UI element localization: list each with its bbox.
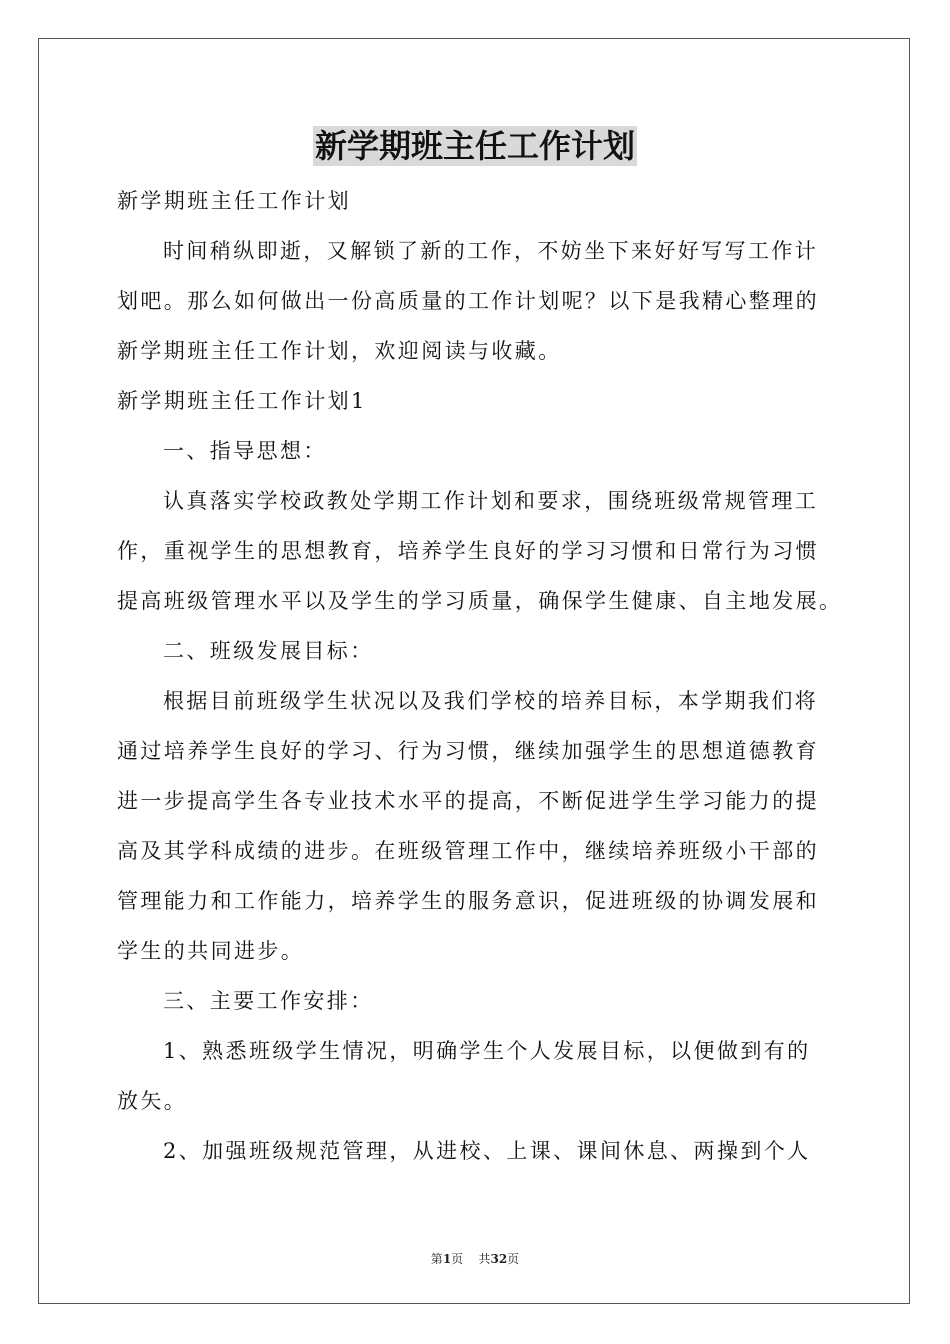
total-pages-number: 32 [490,1252,508,1266]
body-line: 作，重视学生的思想教育，培养学生良好的学习习惯和日常行为习惯 [117,539,819,563]
body-line: 划吧。那么如何做出一份高质量的工作计划呢？以下是我精心整理的 [117,289,819,313]
page-footer [0,1250,950,1267]
body-line: 通过培养学生良好的学习、行为习惯，继续加强学生的思想道德教育 [117,739,819,763]
body-line: 放矢。 [117,1089,188,1113]
body-line: 新学期班主任工作计划，欢迎阅读与收藏。 [117,339,562,363]
body-line: 根据目前班级学生状况以及我们学校的培养目标，本学期我们将 [163,689,819,713]
body-line: 认真落实学校政教处学期工作计划和要求，围绕班级常规管理工 [163,489,819,513]
body-line: 高及其学科成绩的进步。在班级管理工作中，继续培养班级小干部的 [117,839,819,863]
body-line: 2、加强班级规范管理，从进校、上课、课间休息、两操到个人 [163,1139,811,1163]
section-heading: 二、班级发展目标： [163,639,374,663]
section-heading: 新学期班主任工作计划1 [117,389,367,413]
body-line: 时间稍纵即逝，又解锁了新的工作，不妨坐下来好好写写工作计 [163,239,819,263]
footer-prefix: 第 [430,1252,443,1266]
footer-total-prefix: 共 [478,1252,491,1266]
body-line: 提高班级管理水平以及学生的学习质量，确保学生健康、自主地发展。 [117,589,843,613]
subtitle-line: 新学期班主任工作计划 [117,189,351,213]
section-heading: 三、主要工作安排： [163,989,374,1013]
document-title: 新学期班主任工作计划 [314,127,635,165]
body-line: 1、熟悉班级学生情况，明确学生个人发展目标，以便做到有的 [163,1039,811,1063]
current-page-number: 1 [442,1252,452,1266]
footer-page-word: 页 [451,1252,464,1266]
footer-total-suffix: 页 [507,1252,520,1266]
body-line: 学生的共同进步。 [117,939,305,963]
body-line: 进一步提高学生各专业技术水平的提高，不断促进学生学习能力的提 [117,789,819,813]
title-wrap [0,126,950,166]
body-line: 管理能力和工作能力，培养学生的服务意识，促进班级的协调发展和 [117,889,819,913]
section-heading: 一、指导思想： [163,439,327,463]
